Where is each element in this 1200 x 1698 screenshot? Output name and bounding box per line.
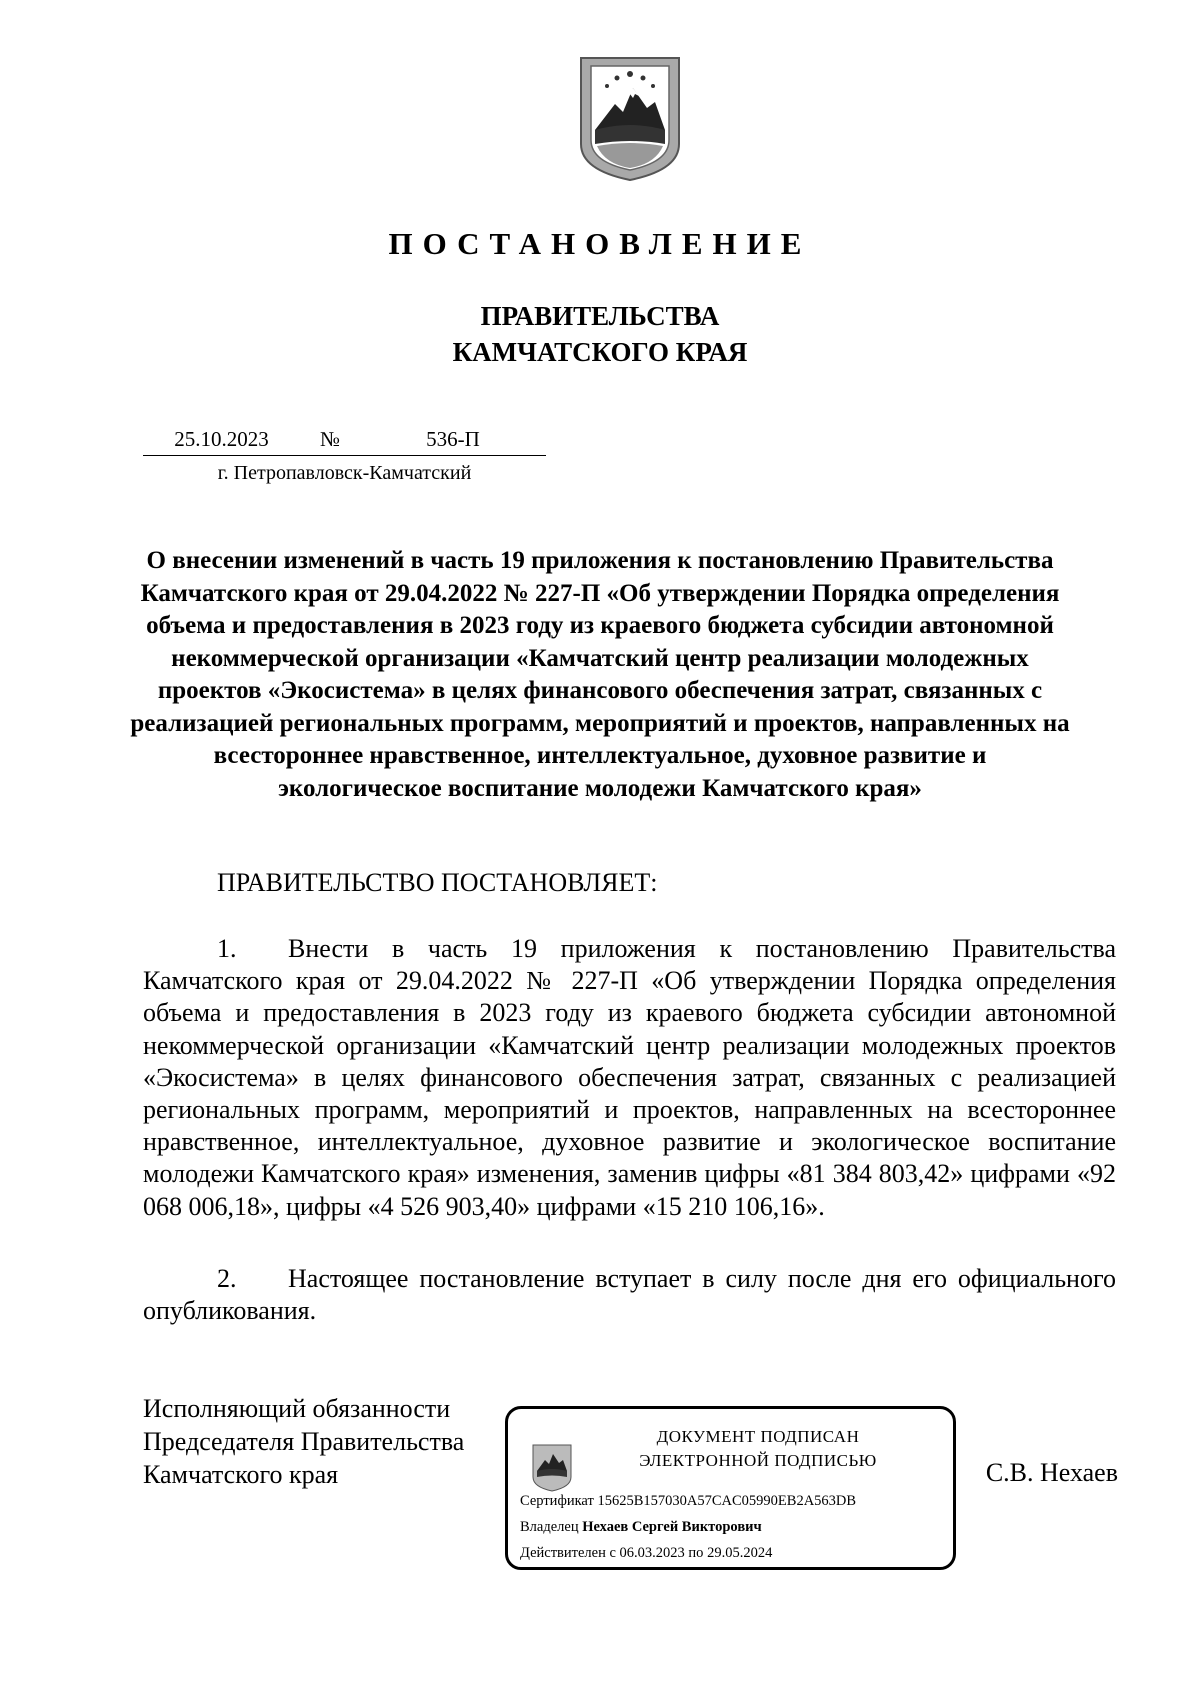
stamp-owner <box>520 1519 762 1536</box>
document-number: 536-П <box>360 427 546 456</box>
stamp-certificate <box>520 1493 856 1510</box>
document-date: 25.10.2023 <box>143 427 300 456</box>
signer-position-line2: Председателя Правительства <box>143 1427 465 1456</box>
signer-position-line3: Камчатского края <box>143 1460 339 1489</box>
paragraph-2-text: Настоящее постановление вступает в силу после дня его официального опубликования. <box>143 1264 1116 1326</box>
stamp-owner-value: Нехаев Сергей Викторович <box>582 1519 762 1535</box>
paragraph-1-number: 1. <box>217 934 237 963</box>
stamp-validity-label: Действителен с <box>520 1545 616 1561</box>
stamp-validity <box>520 1545 772 1562</box>
document-type-title: ПОСТАНОВЛЕНИЕ <box>388 226 812 261</box>
document-subject: О внесении изменений в часть 19 приложения к постановлению Правительства Камчатского края от 29.04.2022 № 227-П «Об утверждении Порядка определения объема и предоставления в 2023 году из краевого бюджета субсидии автономной некоммерческой организации «Камчатский центр реализации молодежных проектов «Экосистема» в целях финансового обеспечения затрат, связанных с реализацией региональных программ, мероприятий и проектов, направленных на всестороннее нравственное, интеллектуальное, духовное развитие и экологическое воспитание молодежи Камчатского края» <box>130 547 1070 802</box>
coat-of-arms-icon <box>575 48 685 182</box>
signer-position <box>143 1392 464 1491</box>
issuing-body-line2: КАМЧАТСКОГО КРАЯ <box>452 337 748 367</box>
stamp-owner-label: Владелец <box>520 1519 579 1535</box>
signer-position-line1: Исполняющий обязанности <box>143 1394 451 1423</box>
paragraph-1-text: Внести в часть 19 приложения к постановлению Правительства Камчатского края от 29.04.2022 № 227-П «Об утверждении Порядка определения объема и предоставления в 2023 году из краевого бюджета субсидии автономной некоммерческой организации «Камчатский центр реализации молодежных проектов «Экосистема» в целях финансового обеспечения затрат, связанных с реализацией региональных программ, мероприятий и проектов, направленных на всестороннее нравственное, интеллектуальное, духовное развитие и экологическое воспитание молодежи Камчатского края» изменения, заменив цифры «81 384 803,42» цифрами «92 068 006,18», цифры «4 526 903,40» цифрами «15 210 106,16». <box>143 934 1116 1221</box>
document-city: г. Петропавловск-Камчатский <box>217 462 472 484</box>
stamp-valid-from: 06.03.2023 <box>619 1545 685 1561</box>
stamp-valid-to-label: по <box>688 1545 704 1561</box>
stamp-title-line2: ЭЛЕКТРОННОЙ ПОДПИСЬЮ <box>639 1451 877 1470</box>
paragraph-1 <box>143 933 1116 1223</box>
signer-name: С.В. Нехаев <box>985 1458 1118 1487</box>
stamp-title <box>608 1425 908 1473</box>
paragraph-2 <box>143 1263 1116 1327</box>
stamp-valid-to: 29.05.2024 <box>707 1545 773 1561</box>
stamp-certificate-value: 15625B157030A57CAC05990EB2A563DB <box>597 1493 857 1509</box>
issuing-body <box>0 298 1200 370</box>
stamp-coat-of-arms-icon <box>530 1441 574 1493</box>
resolves-heading: ПРАВИТЕЛЬСТВО ПОСТАНОВЛЯЕТ: <box>217 868 658 897</box>
electronic-signature-stamp <box>505 1406 956 1570</box>
paragraph-2-number: 2. <box>217 1264 237 1293</box>
number-sign: № <box>300 427 360 456</box>
stamp-certificate-label: Сертификат <box>520 1493 594 1509</box>
issuing-body-line1: ПРАВИТЕЛЬСТВА <box>480 301 720 331</box>
stamp-title-line1: ДОКУМЕНТ ПОДПИСАН <box>656 1427 860 1446</box>
